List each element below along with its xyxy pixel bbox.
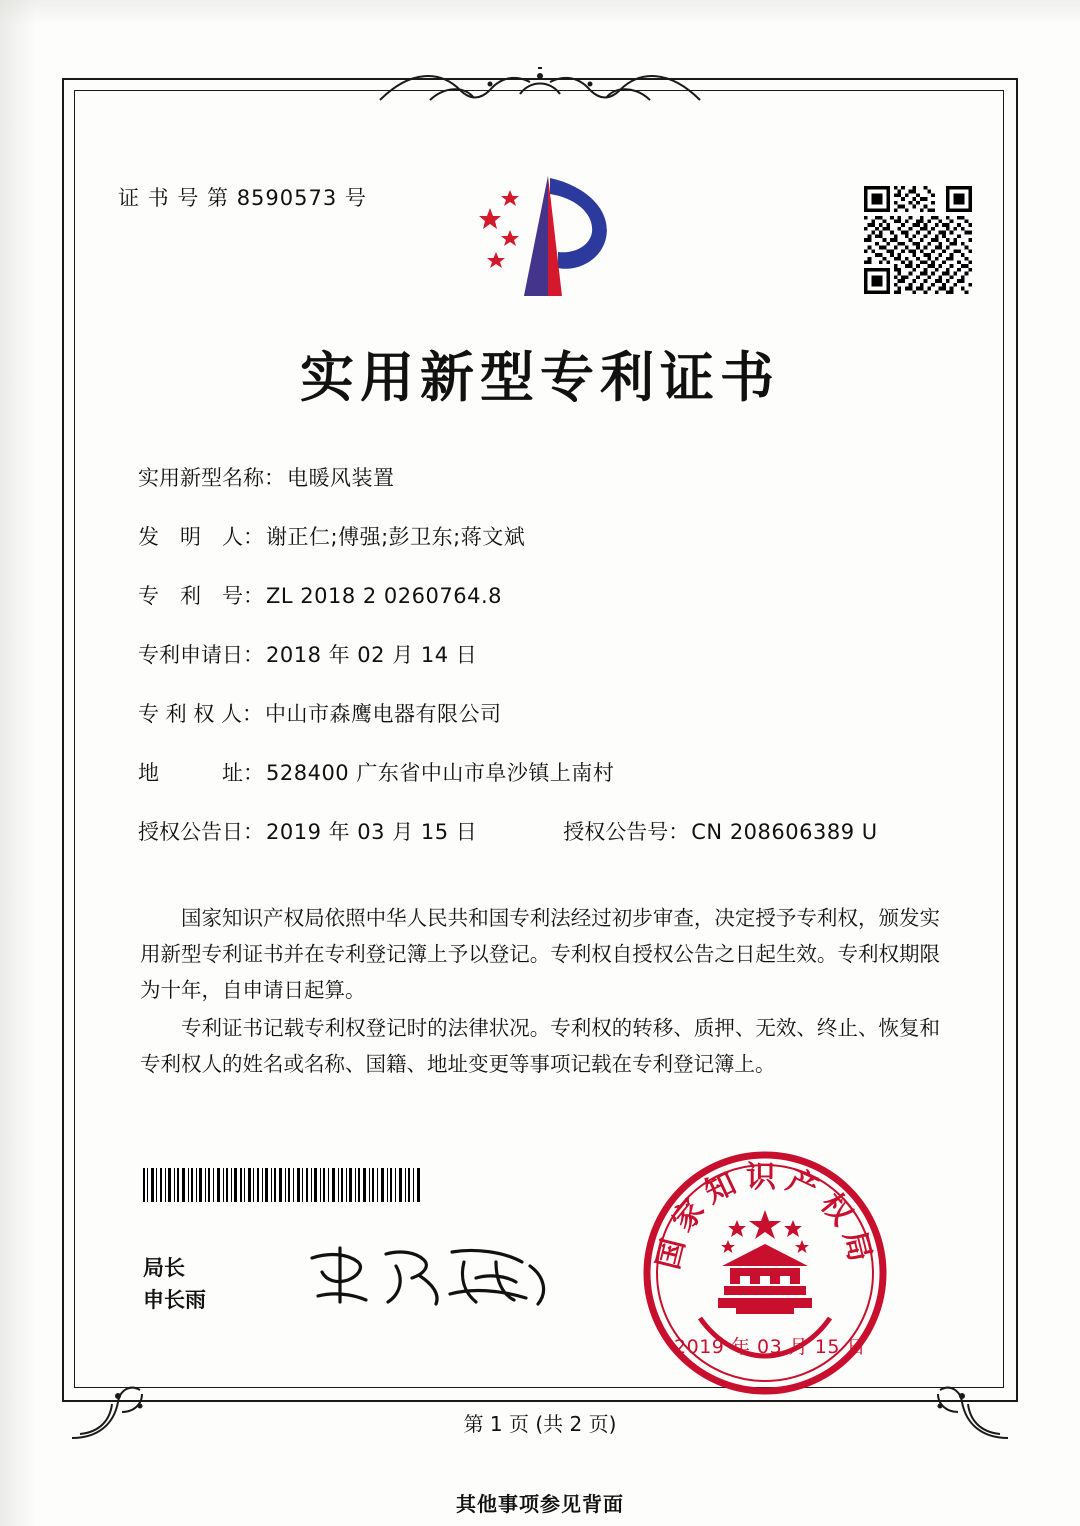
- page-title: 实用新型专利证书: [300, 346, 780, 409]
- body-paragraphs: [140, 900, 940, 1084]
- field-list: [138, 462, 938, 875]
- field-row: [138, 521, 938, 551]
- field-row: [138, 462, 938, 492]
- official-seal: [640, 1148, 890, 1398]
- page-number: 第 1 页 (共 2 页): [463, 1412, 617, 1436]
- field-label-name: 实用新型名称：: [138, 466, 285, 490]
- field-value-patentee: 中山市森鹰电器有限公司: [265, 702, 502, 726]
- field-label-grant-no: 授权公告号：: [563, 820, 690, 844]
- signature-name: 申长雨: [143, 1288, 206, 1312]
- field-label-patentee: 专 利 权 人：: [138, 702, 264, 726]
- field-label-address: 地 址：: [138, 761, 264, 785]
- field-label-inventors: 发 明 人：: [138, 525, 264, 549]
- signature-title: 局长: [143, 1256, 185, 1280]
- field-label-patent-no: 专 利 号：: [138, 584, 264, 608]
- scan-edge-left: [0, 0, 36, 1526]
- field-value-name: 电暖风装置: [287, 466, 395, 490]
- field-row: [138, 580, 938, 610]
- paragraph: 国家知识产权局依照中华人民共和国专利法经过初步审查，决定授予专利权，颁发实用新型专利证书并在专利登记簿上予以登记。专利权自授权公告之日起生效。专利权期限为十年，自申请日起算。: [140, 906, 940, 1002]
- field-value-grant-date: 2019 年 03 月 15 日: [266, 820, 478, 844]
- field-label-application-date: 专利申请日：: [138, 643, 264, 667]
- field-value-grant-no: CN 208606389 U: [691, 820, 878, 844]
- scan-edge-top: [0, 0, 1080, 26]
- paragraph: 专利证书记载专利权登记时的法律状况。专利权的转移、质押、无效、终止、恢复和专利权人的姓名或名称、国籍、地址变更等事项记载在专利登记簿上。: [140, 1016, 940, 1076]
- seal-date: 2019 年 03 月 15 日: [674, 1336, 866, 1358]
- field-value-address: 528400 广东省中山市阜沙镇上南村: [266, 761, 615, 785]
- svg-text:国家知识产权局: 国家知识产权局: [650, 1160, 880, 1273]
- signature-block: [143, 1252, 206, 1316]
- sipo-logo: [466, 168, 636, 308]
- field-row: [138, 639, 938, 669]
- field-row: [138, 757, 938, 787]
- field-value-inventors: 谢正仁;傅强;彭卫东;蒋文斌: [266, 525, 526, 549]
- field-value-patent-no: ZL 2018 2 0260764.8: [266, 584, 502, 608]
- footer-note: 其他事项参见背面: [456, 1492, 624, 1516]
- field-row: [138, 698, 938, 728]
- field-label-grant-date: 授权公告日：: [138, 820, 264, 844]
- field-value-application-date: 2018 年 02 月 14 日: [266, 643, 478, 667]
- handwritten-signature: [300, 1236, 560, 1316]
- certificate-number: 证 书 号 第 8590573 号: [118, 186, 367, 210]
- barcode: [143, 1168, 421, 1202]
- qr-code: [864, 186, 972, 294]
- field-row-grant: [138, 816, 938, 846]
